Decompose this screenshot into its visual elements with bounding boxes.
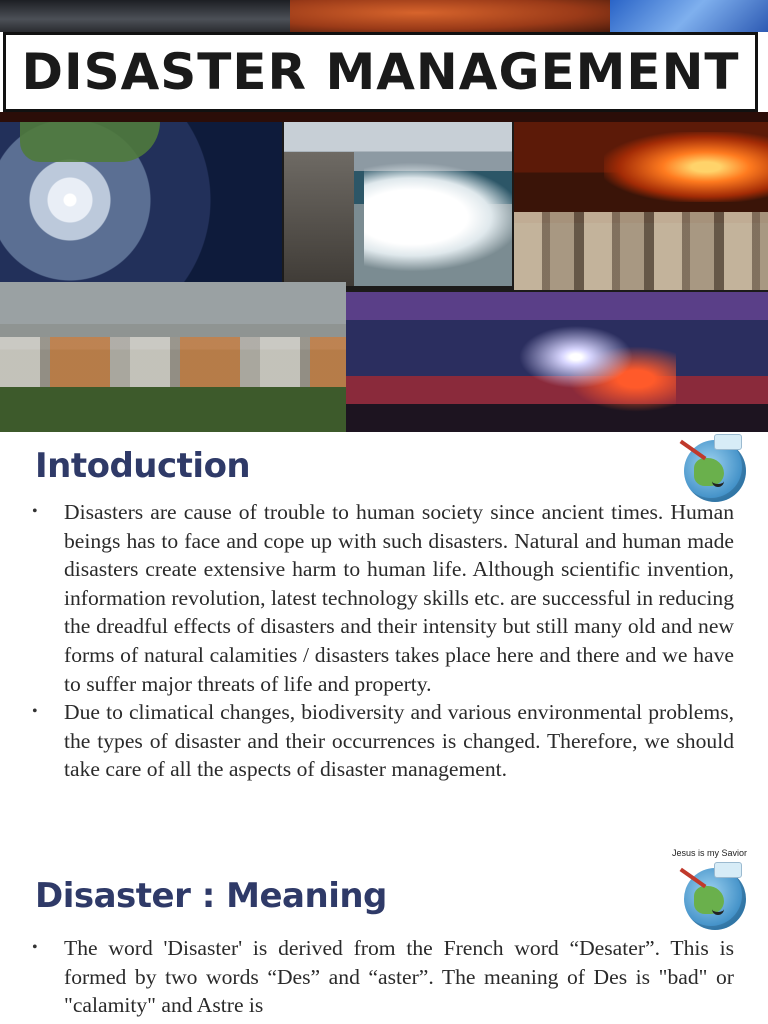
disaster-photo-collage: [0, 122, 768, 432]
title-banner: [3, 32, 758, 112]
page-title: DISASTER MANAGEMENT: [21, 43, 740, 101]
lightning-volcano-photo: [346, 292, 768, 432]
storm-photo: [0, 0, 290, 32]
intro-bullet-2: • Due to climatical changes, biodiversity and various environmental problems, the types of disaster and their occurrences is changed. Therefore, we should take care of all the aspects of disaster management.: [30, 698, 734, 784]
meaning-bullet-list: [30, 934, 734, 1020]
caption-text: Jesus is my Savior: [672, 848, 748, 858]
tsunami-photo: [284, 122, 512, 286]
wildfire-photo: [514, 122, 768, 290]
title-underbar: [0, 112, 768, 122]
meaning-bullet-1: • The word 'Disaster' is derived from the French word “Desater”. This is formed by two words “Des” and “aster”. The meaning of Des is "bad" or "calamity" and Astre is: [30, 934, 734, 1020]
intro-bullet-list: [30, 498, 734, 784]
intro-bullet-1: • Disasters are cause of trouble to human society since ancient times. Human beings has to face and cope up with such disasters. Natural and human made disasters create extensive harm to human life. Although scientific invention, information revolution, latest technology skills etc. are successful in reducing the dreadful effects of disasters and their intensity but still many old and new forms of natural calamities / disasters takes place here and there and we have to suffer major threats of life and property.: [30, 498, 734, 698]
sick-earth-icon: [684, 440, 746, 502]
top-photo-strip: [0, 0, 768, 32]
earthquake-city-photo: [0, 282, 346, 432]
fire-photo: [290, 0, 610, 32]
intro-heading: Intoduction: [35, 446, 251, 486]
sky-photo: [610, 0, 768, 32]
sick-earth-icon: [684, 868, 746, 930]
cyclone-photo: [0, 122, 282, 282]
meaning-heading: Disaster : Meaning: [35, 876, 387, 916]
